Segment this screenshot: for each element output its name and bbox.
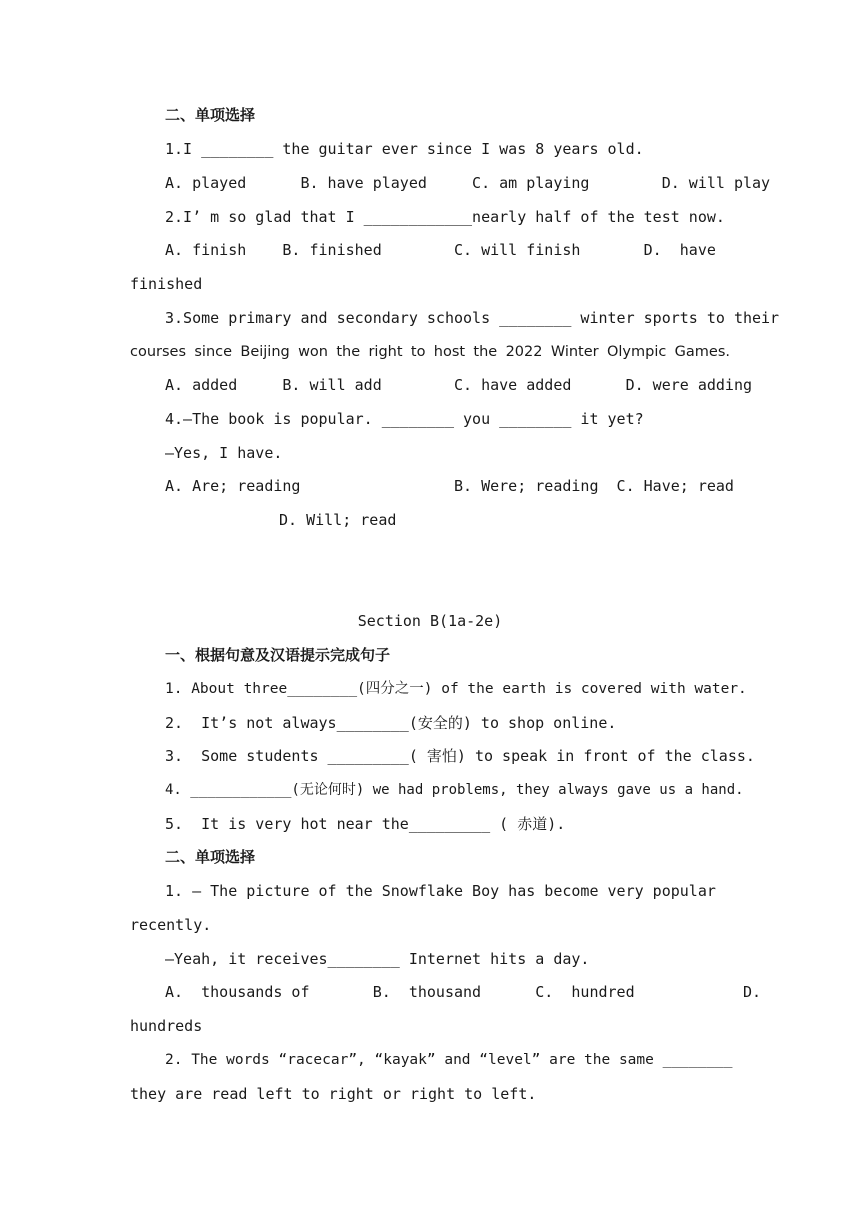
fill-item-3: 3. Some students _________( 害怕) to speak in front of the class. — [165, 747, 755, 765]
question-b1-stem-line-1: 1. — The picture of the Snowflake Boy has become very popular — [165, 882, 716, 900]
question-2-options: A. finish B. finished C. will finish D. have — [165, 241, 716, 259]
question-3-options: A. added B. will add C. have added D. were adding — [165, 376, 752, 394]
question-b1-options: A. thousands of B. thousand C. hundred D. — [165, 983, 762, 1001]
fill-item-2: 2. It’s not always________(安全的) to shop online. — [165, 714, 617, 732]
fill-item-4: 4. ____________(无论何时) we had problems, they always gave us a hand. — [165, 782, 744, 798]
question-b2-stem-line-2: they are read left to right or right to left. — [130, 1085, 537, 1103]
question-b2-stem-line-1: 2. The words “racecar”, “kayak” and “level” are the same ________ — [165, 1052, 733, 1068]
question-b1-stem-line-2: recently. — [130, 916, 212, 934]
question-1-stem: 1.I ________ the guitar ever since I was 8 years old. — [165, 140, 644, 158]
question-b1-reply: —Yeah, it receives________ Internet hits a day. — [165, 950, 590, 968]
section-title: Section B(1a-2e) — [357, 612, 503, 630]
fill-item-1: 1. About three________(四分之一) of the earth is covered with water. — [165, 681, 747, 697]
section-heading-multiple-choice-b: 二、单项选择 — [165, 848, 256, 866]
question-4-reply: —Yes, I have. — [165, 444, 283, 462]
section-heading-complete-sentences: 一、根据句意及汉语提示完成句子 — [165, 646, 391, 664]
question-1-options: A. played B. have played C. am playing D. will play — [165, 174, 771, 192]
question-2-options-continued: finished — [130, 275, 203, 293]
fill-item-5: 5. It is very hot near the_________ ( 赤道). — [165, 815, 566, 833]
question-3-stem-line-2: courses since Beijing won the right to host the 2022 Winter Olympic Games. — [130, 344, 730, 360]
section-heading-multiple-choice: 二、单项选择 — [165, 106, 256, 124]
question-2-stem: 2.I’ m so glad that I ____________nearly half of the test now. — [165, 208, 725, 226]
question-4-options: A. Are; reading B. Were; reading C. Have; read — [165, 477, 734, 495]
question-b1-options-continued: hundreds — [130, 1017, 203, 1035]
question-3-stem-line-1: 3.Some primary and secondary schools ________ winter sports to their — [165, 309, 780, 327]
question-4-options-continued: D. Will; read — [279, 511, 397, 529]
question-4-stem: 4.—The book is popular. ________ you ________ it yet? — [165, 410, 644, 428]
